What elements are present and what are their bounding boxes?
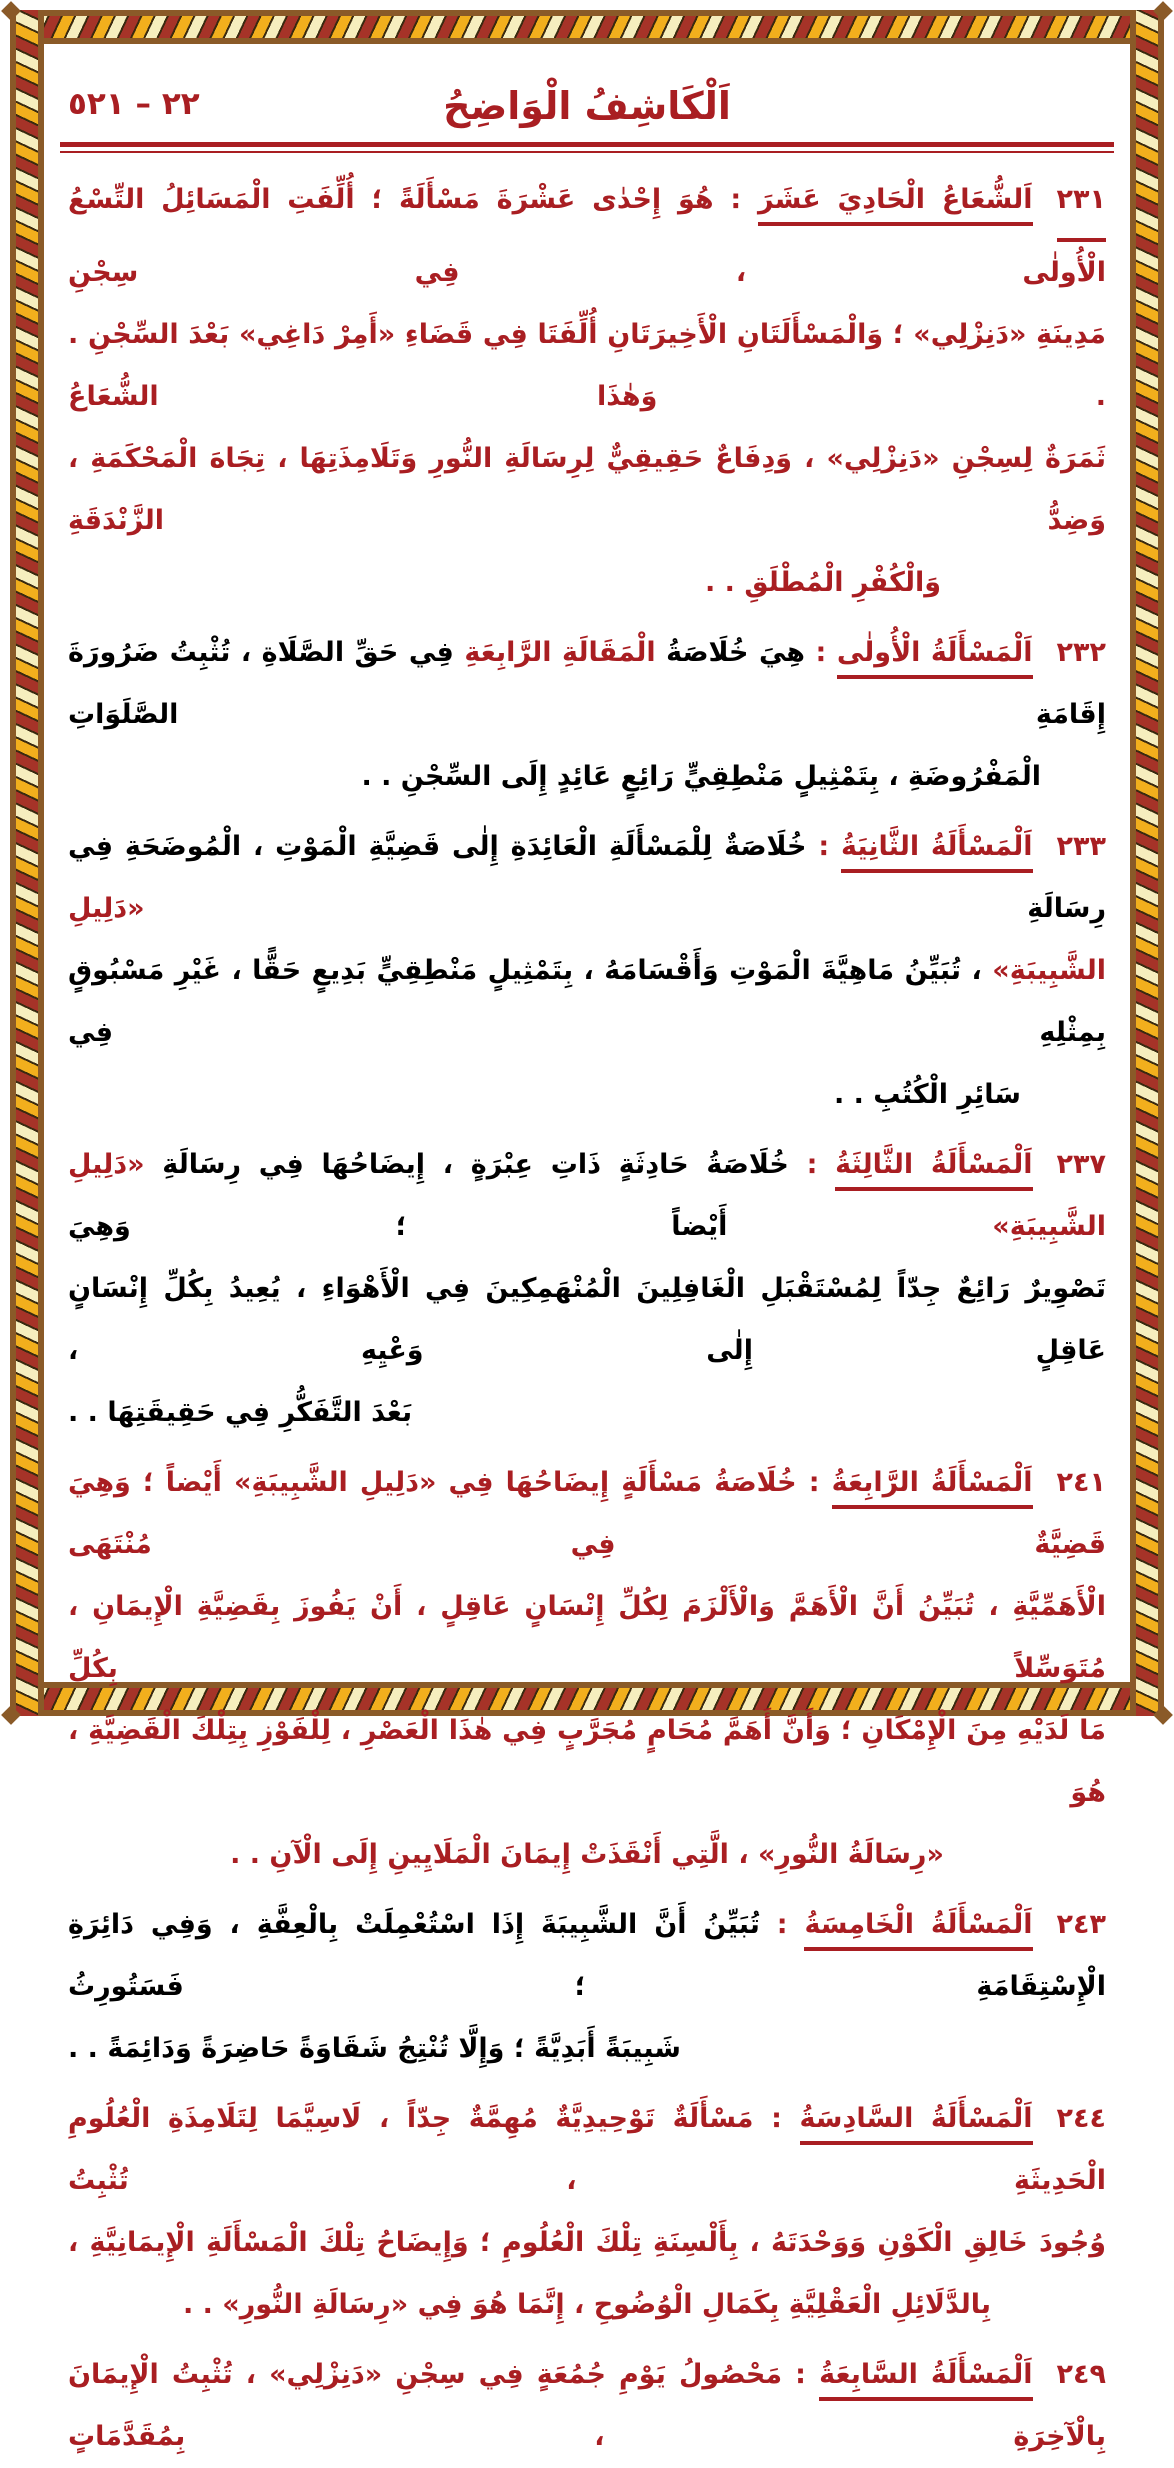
page-content xyxy=(54,46,1120,2452)
paragraph xyxy=(68,169,1106,614)
text-segment: الْأَهَمِّيَّةِ ، تُبَيِّنُ أَنَّ الْأَهَمَّ وَالْأَلْزَمَ لِكُلِّ إِنْسَانٍ عَاقِلٍ ، أَنْ يَفُوزَ بِقَضِيَّةِ الْإِيمَانِ ، مُتَوَسِّلاً بِكُلِّ xyxy=(68,1591,1106,1684)
page-header xyxy=(54,46,1120,138)
text-line xyxy=(68,1064,1106,1126)
text-line xyxy=(68,622,1106,746)
text-line xyxy=(68,816,1106,940)
text-segment: «دَلِيلِ xyxy=(68,893,145,924)
text-line xyxy=(68,1824,1106,1886)
text-line xyxy=(68,428,1106,552)
text-segment: : xyxy=(806,1149,836,1180)
text-segment: خُلَاصَةُ حَادِثَةٍ ذَاتِ عِبْرَةٍ ، إِيضَاحُهَا فِي رِسَالَةِ xyxy=(144,1149,807,1180)
paragraph-heading: اَلْمَسْأَلَةُ السَّادِسَةُ xyxy=(800,2103,1033,2145)
text-segment: : هُوَ إِحْدٰى عَشْرَةَ مَسْأَلَةً ؛ أُلِّفَتِ الْمَسَائِلُ التِّسْعُ الْأُولٰى ، فِي سِجْنِ xyxy=(68,184,1106,288)
text-segment: مَدِينَةِ «دَنِزْلِي» ؛ وَالْمَسْأَلَتَانِ الْأَخِيرَتَانِ أُلِّفَتَا فِي قَضَاءِ «أَمِرْ دَاغِي» بَعْدَ السِّجْنِ . . وَهٰذَا الشُّعَاعُ xyxy=(68,319,1106,412)
text-line xyxy=(68,169,1106,304)
text-line xyxy=(68,2018,1106,2080)
paragraph xyxy=(68,816,1106,1126)
text-segment: الْمَفْرُوضَةِ ، بِتَمْثِيلٍ مَنْطِقِيٍّ رَائِعٍ عَائِدٍ إِلَى السِّجْنِ . . xyxy=(361,761,1041,792)
text-segment: وُجُودَ خَالِقِ الْكَوْنِ وَوَحْدَتَهُ ، بِأَلْسِنَةِ تِلْكَ الْعُلُومِ ؛ وَإِيضَاحُ تِلْكَ الْمَسْأَلَةِ الْإِيمَانِيَّةِ ، xyxy=(68,2227,1106,2258)
text-line xyxy=(68,2274,1106,2336)
paragraph-number: ٢٤٣ xyxy=(1056,1909,1106,1940)
body-text xyxy=(54,169,1120,2468)
page-number: ٢٢ – ٥٢١ xyxy=(68,86,200,122)
paragraph-heading: اَلْمَسْأَلَةُ الثَّالِثَةُ xyxy=(835,1149,1032,1191)
text-line xyxy=(68,2088,1106,2212)
text-line xyxy=(68,1894,1106,2018)
text-line xyxy=(68,304,1106,428)
paragraph xyxy=(68,622,1106,808)
text-line xyxy=(68,746,1106,808)
paragraph-number: ٢٣٧ xyxy=(1056,1149,1106,1180)
paragraph-heading: اَلشُّعَاعُ الْحَادِيَ عَشَرَ xyxy=(758,184,1033,226)
text-segment: : مَسْأَلَةٌ تَوْحِيدِيَّةٌ مُهِمَّةٌ جِدّاً ، لَاسِيَّمَا لِتَلَامِذَةِ الْعُلُومِ الْحَدِيثَةِ ، تُثْبِتُ xyxy=(68,2103,1106,2196)
text-segment: ثَمَرَةٌ لِسِجْنِ «دَنِزْلِي» ، وَدِفَاعٌ حَقِيقِيٌّ لِرِسَالَةِ النُّورِ وَتَلَامِذَتِهَا ، تِجَاهَ الْمَحْكَمَةِ ، وَضِدُّ الزَّنْدَقَةِ xyxy=(68,443,1106,536)
text-segment: : xyxy=(818,831,841,862)
text-segment: : xyxy=(776,1909,805,1940)
paragraph-heading: اَلْمَسْأَلَةُ الْخَامِسَةُ xyxy=(804,1909,1032,1951)
paragraph-number: ٢٤١ xyxy=(1056,1467,1106,1498)
paragraph xyxy=(68,2344,1106,2468)
text-segment: وَالْكُفْرِ الْمُطْلَقِ . . xyxy=(705,567,941,598)
paragraph xyxy=(68,1894,1106,2080)
text-segment: «دَلِيلِ الشَّبِيبَةِ» xyxy=(68,1149,1106,1242)
text-line xyxy=(68,1576,1106,1700)
text-segment: : خُلَاصَةُ مَسْأَلَةٍ إِيضَاحُهَا فِي «دَلِيلِ الشَّبِيبَةِ» أَيْضاً ؛ وَهِيَ قَضِيَّةٌ فِي مُنْتَهَى xyxy=(68,1467,1106,1560)
paragraph xyxy=(68,1134,1106,1444)
text-segment: فِي حَقِّ الصَّلَاةِ ، تُثْبِتُ ضَرُورَةَ إِقَامَةِ الصَّلَوَاتِ xyxy=(68,637,1106,730)
text-segment: تُبَيِّنُ أَنَّ الشَّبِيبَةَ إِذَا اسْتُعْمِلَتْ بِالْعِفَّةِ ، وَفِي دَائِرَةِ الْإِسْتِقَامَةِ ؛ فَسَتُورِثُ xyxy=(68,1909,1106,2002)
text-line xyxy=(68,2344,1106,2468)
text-segment: الشَّبِيبَةِ» xyxy=(992,955,1106,986)
paragraph-number: ٢٣٣ xyxy=(1056,831,1106,862)
paragraph-number: ٢٣١ xyxy=(1057,169,1106,242)
text-line xyxy=(68,1700,1106,1824)
paragraph-heading: اَلْمَسْأَلَةُ الْأُولٰى xyxy=(837,637,1033,679)
paragraph-heading: اَلْمَسْأَلَةُ الثَّانِيَةُ xyxy=(841,831,1033,873)
text-segment: ، تُبَيِّنُ مَاهِيَّةَ الْمَوْتِ وَأَقْسَامَهُ ، بِتَمْثِيلٍ مَنْطِقِيٍّ بَدِيعٍ حَقًّا ، غَيْرِ مَسْبُوقٍ بِمِثْلِهِ فِي xyxy=(68,955,1106,1048)
text-segment: بِالدَّلَائِلِ الْعَقْلِيَّةِ بِكَمَالِ الْوُضُوحِ ، إِنَّمَا هُوَ فِي «رِسَالَةِ النُّورِ» . . xyxy=(182,2289,992,2320)
paragraph-number: ٢٤٤ xyxy=(1056,2103,1106,2134)
text-line xyxy=(68,1452,1106,1576)
paragraph-heading: اَلْمَسْأَلَةُ الرَّابِعَةُ xyxy=(832,1467,1033,1509)
text-segment: : مَحْصُولُ يَوْمِ جُمُعَةٍ فِي سِجْنِ «دَنِزْلِي» ، تُثْبِتُ الْإِيمَانَ بِالْآخِرَةِ ، بِمُقَدَّمَاتٍ xyxy=(68,2359,1106,2452)
text-segment: : xyxy=(815,637,837,668)
text-segment: شَبِيبَةً أَبَدِيَّةً ؛ وَإِلَّا تُنْتِجُ شَقَاوَةً حَاضِرَةً وَدَائِمَةً . . xyxy=(68,2033,681,2064)
paragraph-heading: اَلْمَسْأَلَةُ السَّابِعَةُ xyxy=(819,2359,1032,2401)
text-line xyxy=(68,2212,1106,2274)
text-line xyxy=(68,552,1106,614)
text-segment: مَا لَدَيْهِ مِنَ الْإِمْكَانِ ؛ وَأَنَّ أَهَمَّ مُحَامٍ مُجَرَّبٍ فِي هٰذَا الْعَصْرِ ، لِلْفَوْزِ بِتِلْكَ الْقَضِيَّةِ ، هُوَ xyxy=(68,1715,1106,1808)
text-segment: خُلَاصَةٌ لِلْمَسْأَلَةِ الْعَائِدَةِ إِلٰى قَضِيَّةِ الْمَوْتِ ، الْمُوضَحَةِ فِي رِسَالَةِ xyxy=(68,831,1106,924)
frame-border-left xyxy=(10,10,44,1716)
page-title: اَلْكَاشِفُ الْوَاضِحُ xyxy=(443,84,731,128)
paragraph-number: ٢٤٩ xyxy=(1056,2359,1106,2390)
text-line xyxy=(68,1134,1106,1258)
frame-border-top xyxy=(10,10,1164,44)
header-divider xyxy=(60,142,1114,153)
text-segment: سَائِرِ الْكُتُبِ . . xyxy=(833,1079,1021,1110)
text-segment: تَصْوِيرٌ رَائِعٌ جِدّاً لِمُسْتَقْبَلِ الْغَافِلِينَ الْمُنْهَمِكِينَ فِي الْأَهْوَاءِ ، يُعِيدُ بِكُلِّ إِنْسَانٍ عَاقِلٍ إِلٰى وَعْيِهِ ، xyxy=(68,1273,1106,1366)
text-line xyxy=(68,940,1106,1064)
text-line xyxy=(68,1382,1106,1444)
text-segment: بَعْدَ التَّفَكُّرِ فِي حَقِيقَتِهَا . . xyxy=(68,1397,413,1428)
text-segment: أَيْضاً ؛ وَهِيَ xyxy=(68,1211,993,1242)
paragraph-number: ٢٣٢ xyxy=(1056,637,1106,668)
paragraph xyxy=(68,2088,1106,2336)
text-segment: هِيَ خُلَاصَةُ xyxy=(655,637,816,668)
text-segment: الْمَقَالَةِ الرَّابِعَةِ xyxy=(464,637,656,668)
text-line xyxy=(68,1258,1106,1382)
paragraph xyxy=(68,1452,1106,1886)
text-segment: «رِسَالَةُ النُّورِ» ، الَّتِي أَنْقَذَتْ إِيمَانَ الْمَلَايِينِ إِلَى الْآنِ . . xyxy=(230,1839,944,1870)
frame-border-right xyxy=(1130,10,1164,1716)
